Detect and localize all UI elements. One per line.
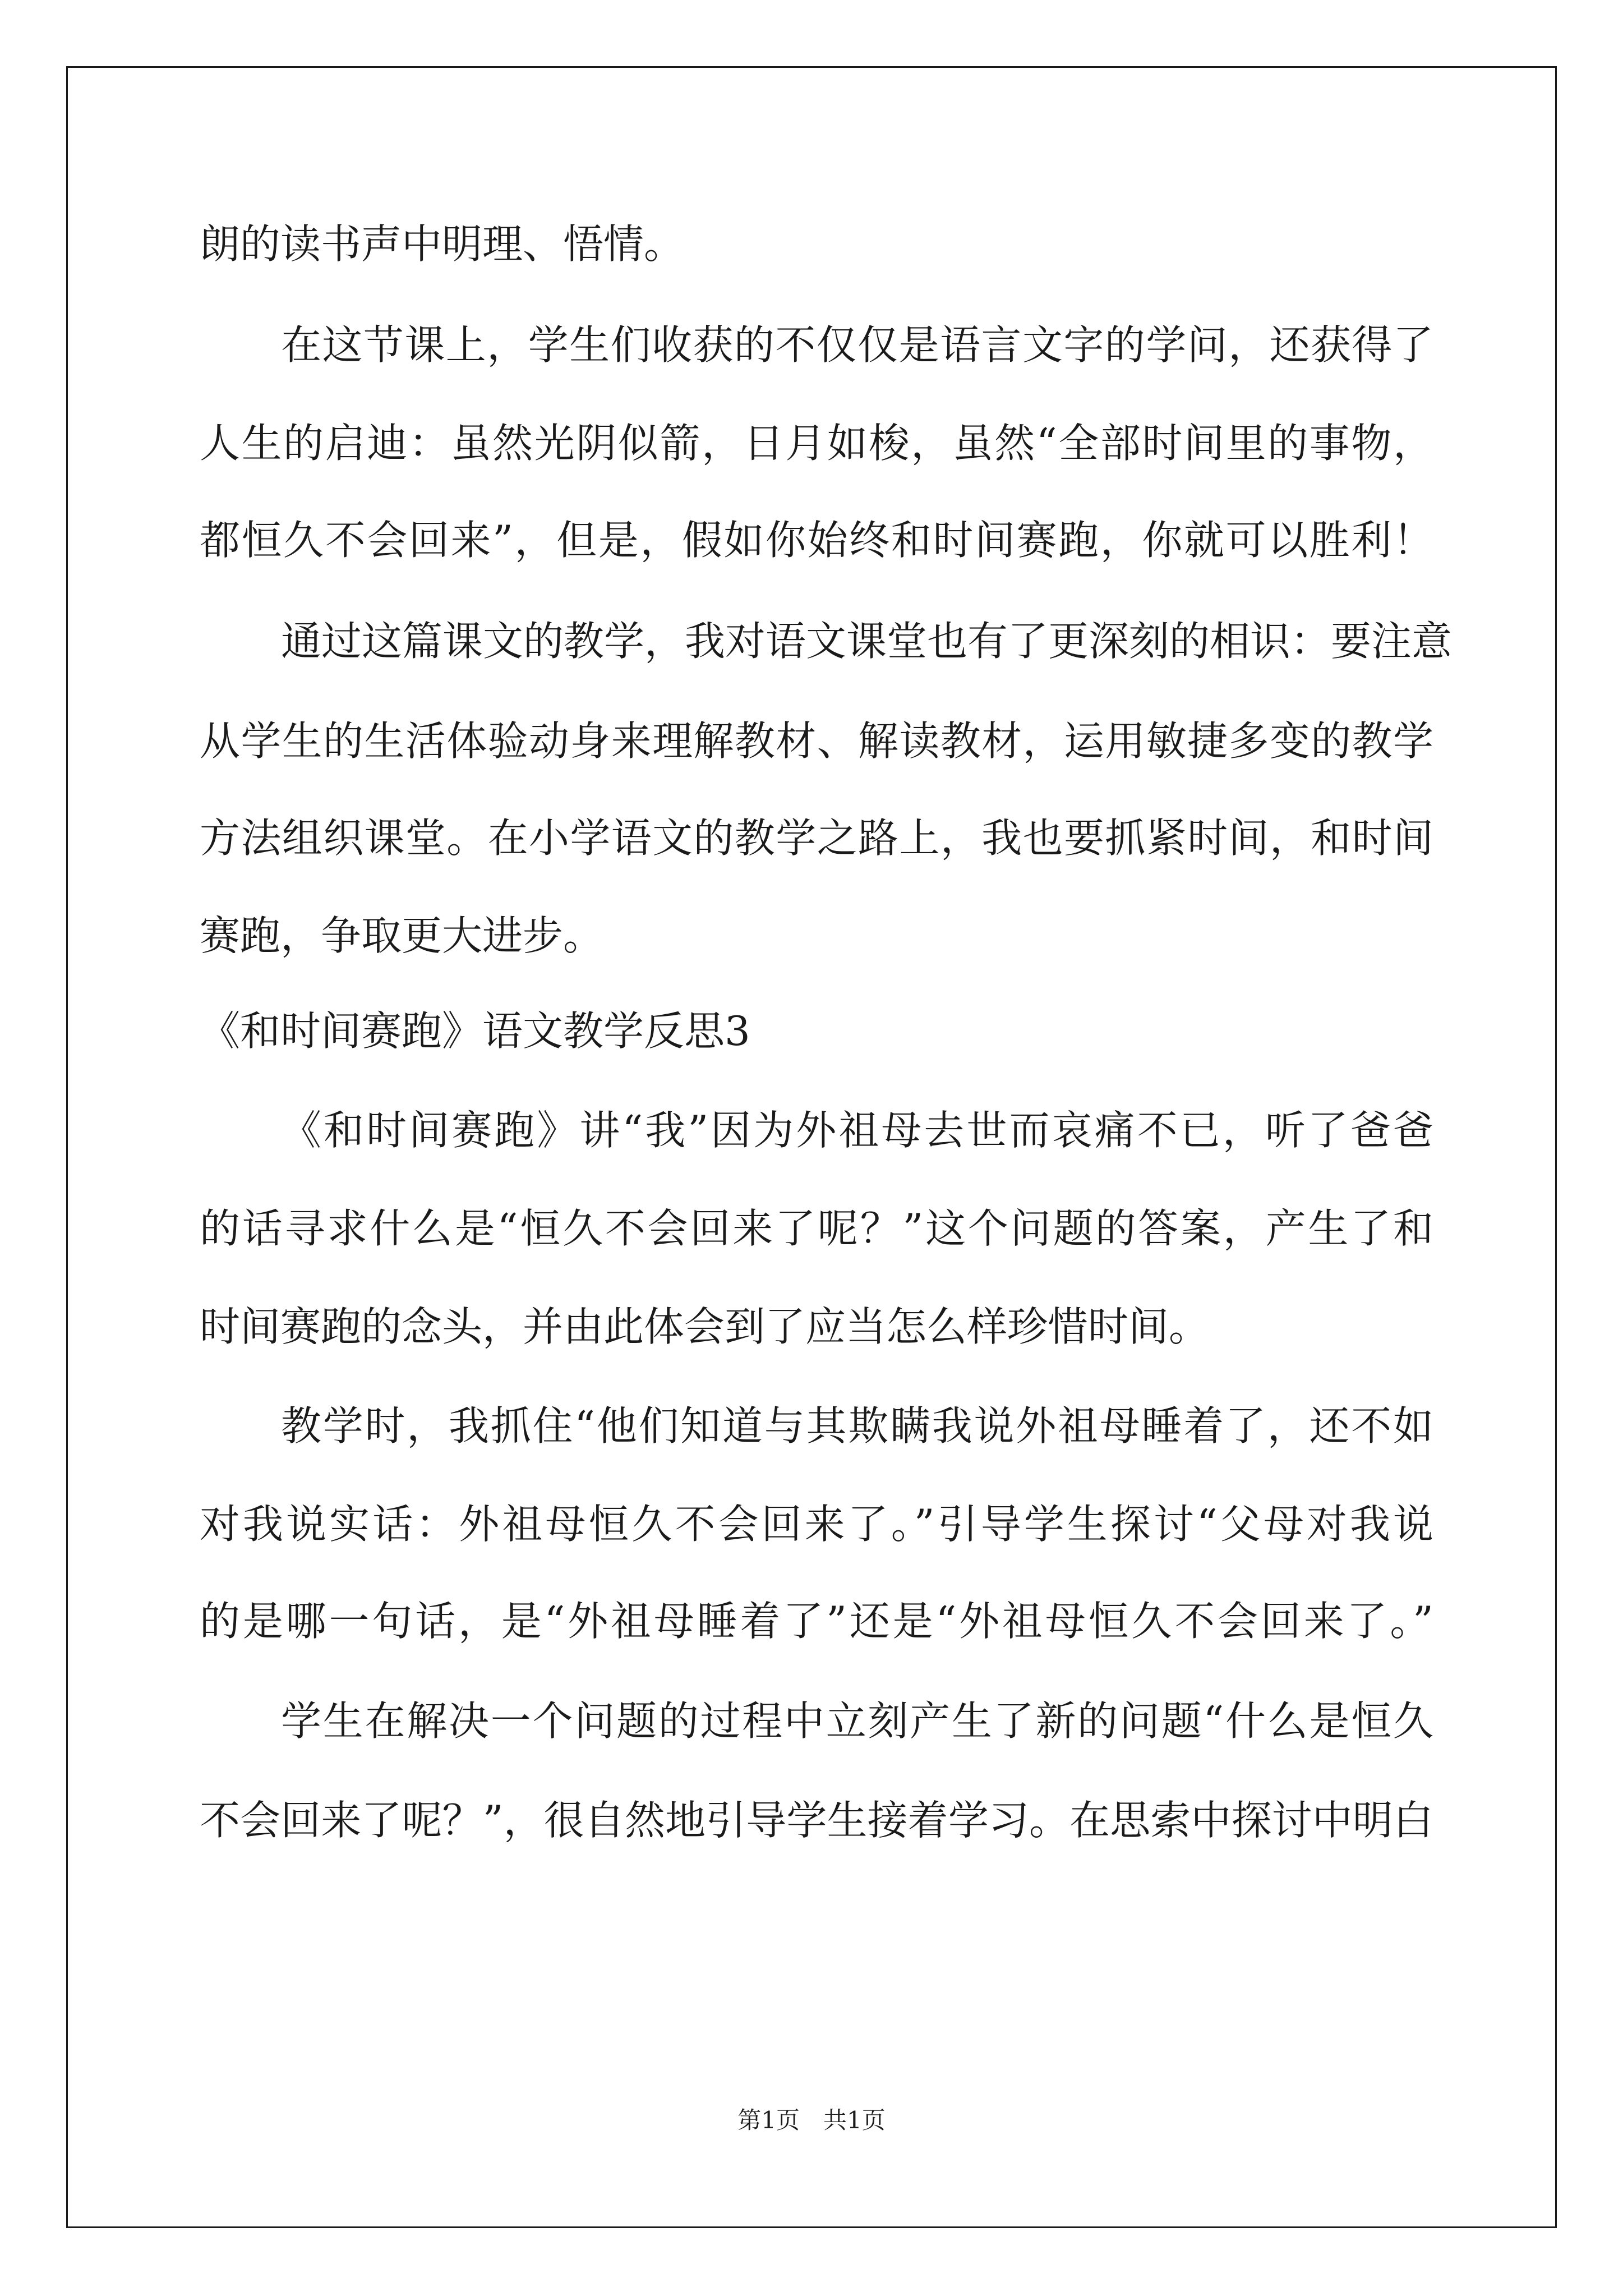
text-line: 《和时间赛跑》讲“我”因为外祖母去世而哀痛不已，听了爸爸 [281, 1107, 1433, 1154]
section-heading: 《和时间赛跑》语文教学反思3 [200, 1007, 750, 1055]
text-line: 通过这篇课文的教学，我对语文课堂也有了更深刻的相识：要注意 [281, 618, 1453, 665]
text-line: 赛跑，争取更大进步。 [200, 912, 604, 959]
text-line: 从学生的生活体验动身来理解教材、解读教材，运用敏捷多变的教学 [200, 717, 1433, 765]
text-line: 不会回来了呢？”，很自然地引导学生接着学习。在思索中探讨中明白 [200, 1797, 1433, 1844]
text-line: 的是哪一句话，是“外祖母睡着了”还是“外祖母恒久不会回来了。” [200, 1598, 1433, 1645]
text-line: 在这节课上，学生们收获的不仅仅是语言文字的学问，还获得了 [281, 321, 1433, 369]
text-line: 学生在解决一个问题的过程中立刻产生了新的问题“什么是恒久 [281, 1697, 1433, 1745]
text-line: 方法组织课堂。在小学语文的教学之路上，我也要抓紧时间，和时间 [200, 815, 1433, 862]
text-line: 时间赛跑的念头，并由此体会到了应当怎么样珍惜时间。 [200, 1303, 1210, 1350]
text-line: 都恒久不会回来”，但是，假如你始终和时间赛跑，你就可以胜利！ [200, 517, 1433, 564]
text-line: 对我说实话：外祖母恒久不会回来了。”引导学生探讨“父母对我说 [200, 1501, 1433, 1548]
text-line: 教学时，我抓住“他们知道与其欺瞒我说外祖母睡着了，还不如 [281, 1402, 1433, 1450]
page-number: 第1页 共1页 [737, 2106, 886, 2134]
text-line: 的话寻求什么是“恒久不会回来了呢？”这个问题的答案，产生了和 [200, 1205, 1433, 1252]
text-line: 人生的启迪：虽然光阴似箭，日月如梭，虽然“全部时间里的事物， [200, 420, 1433, 467]
text-line: 朗的读书声中明理、悟情。 [200, 220, 685, 268]
